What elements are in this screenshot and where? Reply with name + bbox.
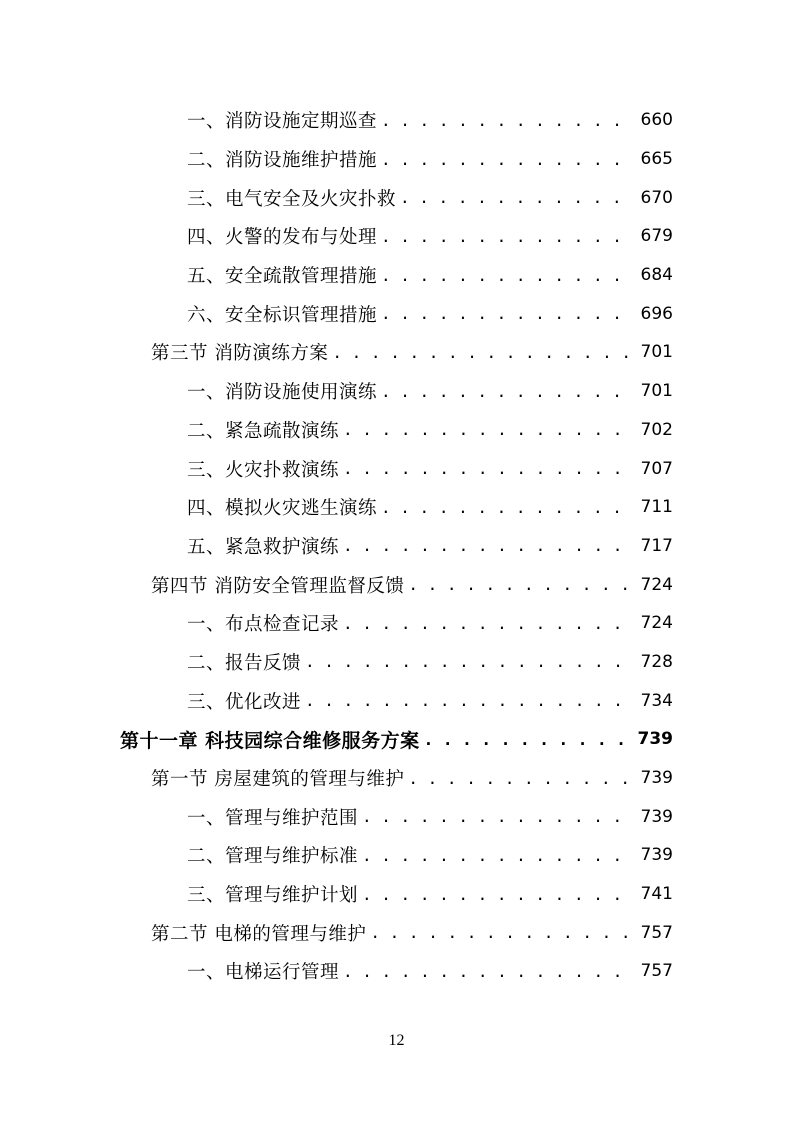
toc-entry-item[interactable] [0,604,793,643]
toc-entry-title: 三、优化改进 [187,691,302,713]
toc-entry-item[interactable] [0,836,793,875]
toc-entry-title: 一、电梯运行管理 [187,962,340,984]
toc-entry-item[interactable] [0,411,793,450]
toc-dot-leader [305,652,629,671]
toc-entry-title: 第二节 电梯的管理与维护 [151,923,367,945]
toc-entry-item[interactable] [0,952,793,991]
toc-dot-leader [381,498,629,517]
toc-entry-item[interactable] [0,527,793,566]
toc-entry-section[interactable] [0,759,793,798]
toc-entry-item[interactable] [0,875,793,914]
table-of-contents [0,101,793,991]
toc-entry-page: 741 [640,884,673,905]
toc-entry-item[interactable] [0,372,793,411]
toc-dot-leader [381,111,629,130]
toc-entry-page: 739 [637,729,673,750]
toc-entry-title: 第四节 消防安全管理监督反馈 [151,575,405,597]
toc-entry-page: 739 [640,845,673,866]
toc-entry-item[interactable] [0,797,793,836]
toc-entry-title: 四、火警的发布与处理 [187,227,378,249]
toc-entry-page: 728 [640,651,673,672]
toc-entry-page: 701 [640,381,673,402]
toc-entry-title: 一、布点检查记录 [187,614,340,636]
toc-entry-page: 665 [640,149,673,170]
toc-entry-page: 679 [640,226,673,247]
page-number: 12 [388,1032,405,1049]
toc-entry-page: 684 [640,265,673,286]
toc-entry-title: 一、消防设施定期巡查 [187,111,378,133]
toc-dot-leader [408,769,629,788]
toc-dot-leader [381,382,629,401]
toc-entry-title: 一、管理与维护范围 [187,807,359,829]
toc-entry-chapter[interactable] [0,720,793,759]
toc-entry-page: 717 [640,535,673,556]
toc-dot-leader [408,575,629,594]
toc-dot-leader [343,459,629,478]
toc-entry-page: 702 [640,419,673,440]
toc-entry-item[interactable] [0,643,793,682]
toc-entry-title: 五、安全疏散管理措施 [187,266,378,288]
toc-dot-leader [343,962,629,981]
toc-entry-item[interactable] [0,488,793,527]
toc-entry-item[interactable] [0,178,793,217]
toc-dot-leader [305,691,629,710]
toc-entry-section[interactable] [0,565,793,604]
toc-entry-title: 三、电气安全及火灾扑救 [187,188,397,210]
toc-dot-leader [343,614,629,633]
toc-entry-page: 707 [640,458,673,479]
toc-entry-item[interactable] [0,217,793,256]
toc-entry-page: 734 [640,690,673,711]
toc-dot-leader [332,343,629,362]
toc-entry-title: 五、紧急救护演练 [187,536,340,558]
toc-dot-leader [370,923,629,942]
toc-entry-page: 724 [640,613,673,634]
toc-entry-page: 660 [640,110,673,131]
toc-entry-item[interactable] [0,101,793,140]
toc-dot-leader [381,150,629,169]
toc-entry-page: 711 [640,497,673,518]
toc-entry-title: 一、消防设施使用演练 [187,382,378,404]
toc-entry-title: 四、模拟火灾逃生演练 [187,498,378,520]
toc-entry-title: 第一节 房屋建筑的管理与维护 [151,769,405,791]
toc-dot-leader [381,266,629,285]
toc-entry-title: 二、消防设施维护措施 [187,150,378,172]
toc-entry-title: 三、管理与维护计划 [187,885,359,907]
toc-dot-leader [381,304,629,323]
toc-entry-page: 724 [640,574,673,595]
toc-entry-section[interactable] [0,333,793,372]
toc-dot-leader [400,188,629,207]
toc-entry-item[interactable] [0,140,793,179]
toc-entry-page: 739 [640,806,673,827]
toc-entry-item[interactable] [0,294,793,333]
toc-dot-leader [362,807,629,826]
toc-dot-leader [343,536,629,555]
toc-entry-title: 第三节 消防演练方案 [151,343,329,365]
toc-entry-page: 701 [640,342,673,363]
toc-entry-page: 670 [640,187,673,208]
toc-entry-page: 696 [640,303,673,324]
toc-entry-title: 二、报告反馈 [187,652,302,674]
toc-dot-leader [343,420,629,439]
toc-entry-item[interactable] [0,681,793,720]
toc-dot-leader [424,730,629,749]
toc-entry-item[interactable] [0,256,793,295]
toc-entry-section[interactable] [0,913,793,952]
toc-entry-title: 三、火灾扑救演练 [187,459,340,481]
toc-entry-title: 六、安全标识管理措施 [187,304,378,326]
toc-dot-leader [362,846,629,865]
toc-entry-title: 二、紧急疏散演练 [187,420,340,442]
toc-dot-leader [381,227,629,246]
toc-dot-leader [362,885,629,904]
toc-entry-page: 739 [640,768,673,789]
toc-entry-title: 二、管理与维护标准 [187,846,359,868]
toc-entry-page: 757 [640,961,673,982]
toc-entry-page: 757 [640,922,673,943]
toc-entry-title: 第十一章 科技园综合维修服务方案 [120,729,420,752]
toc-entry-item[interactable] [0,449,793,488]
